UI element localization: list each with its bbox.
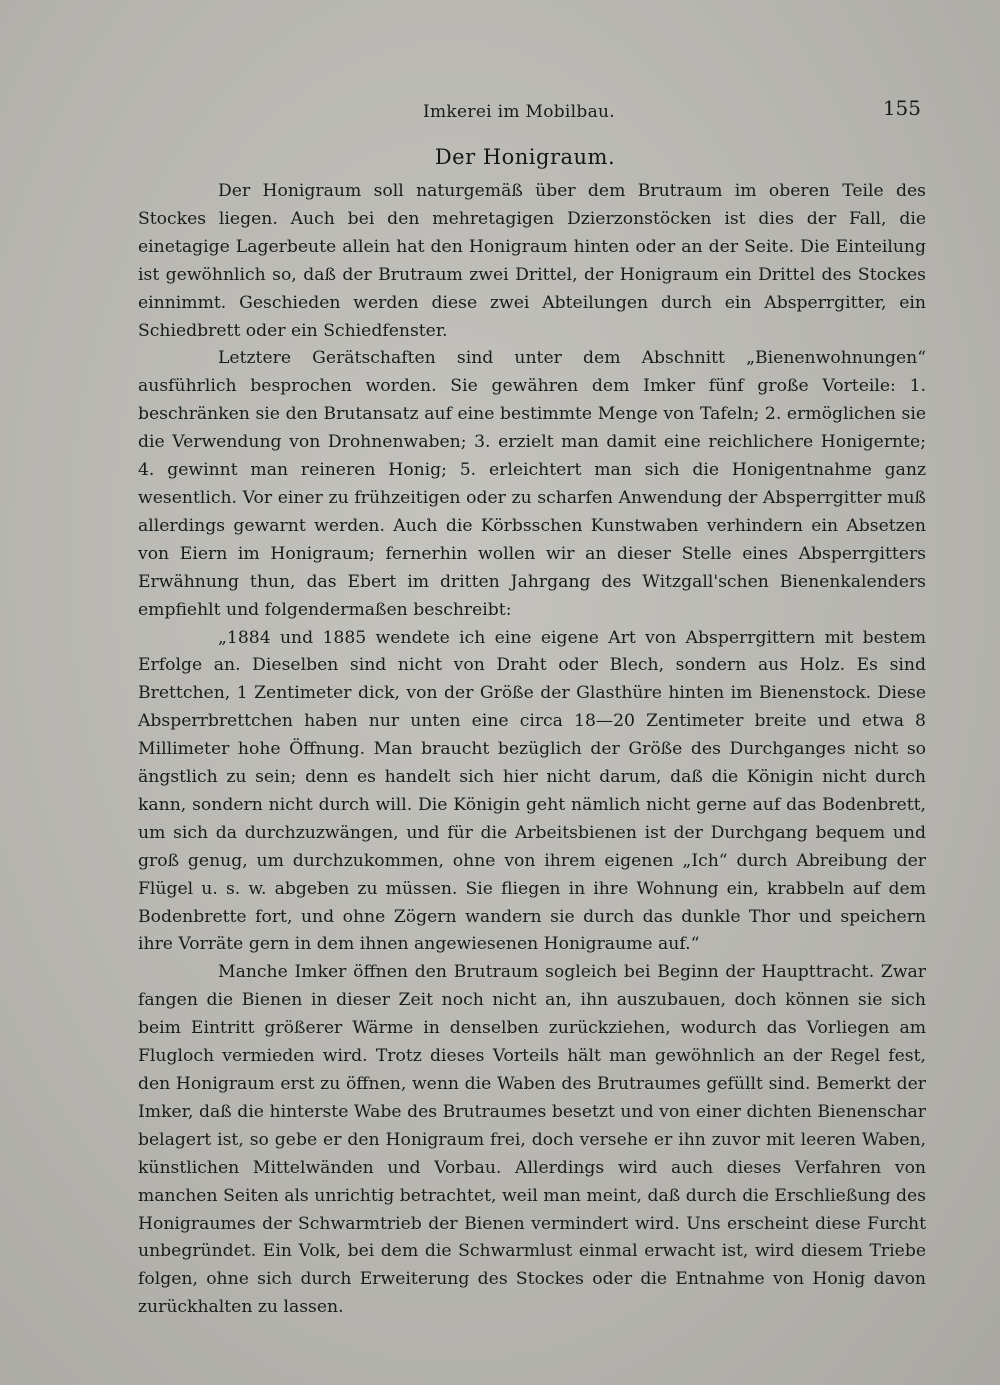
running-title: Imkerei im Mobilbau. <box>423 102 615 122</box>
quoted-paragraph: „1884 und 1885 wendete ich eine eigene Art von Absperrgittern mit bestem Erfolge an. Dieselben sind nicht von Draht oder Blech, sondern aus Holz. Es sind Brettchen, 1 Zentimeter dick, von der Größe der Glasthüre hinten im Bienenstock. Diese Absperrbrettchen haben nur unten eine circa 18—20 Zentimeter breite und etwa 8 Millimeter hohe Öffnung. Man braucht bezüglich der Größe des Durchganges nicht so ängstlich zu sein; denn es handelt sich hier nicht darum, daß die Königin nicht durch kann, sondern nicht durch will. Die Königin geht nämlich nicht gerne auf das Bodenbrett, um sich da durchzuzwängen, und für die Arbeitsbienen ist der Durchgang bequem und groß genug, um durchzukommen, ohne von ihrem eigenen „Ich“ durch Abreibung der Flügel u. s. w. abgeben zu müssen. Sie fliegen in ihre Wohnung ein, krabbeln auf dem Bodenbrette fort, und ohne Zögern wandern sie durch das dunkle Thor und speichern ihre Vorräte gern in dem ihnen angewiesenen Honigraume auf.“ <box>138 627 926 955</box>
page-number: 155 <box>882 96 921 120</box>
body-text <box>138 178 926 1322</box>
page-header <box>138 96 923 126</box>
paragraph: Manche Imker öffnen den Brutraum sogleich bei Beginn der Haupttracht. Zwar fangen die Bienen in dieser Zeit noch nicht an, ihn auszubauen, doch können sie sich beim Eintritt größerer Wärme in denselben zurückziehen, wodurch das Vorliegen am Flugloch vermieden wird. Trotz dieses Vorteils hält man gewöhnlich an der Regel fest, den Honigraum erst zu öffnen, wenn die Waben des Brutraumes gefüllt sind. Bemerkt der Imker, daß die hinterste Wabe des Brutraumes besetzt und von einer dichten Bienenschar belagert ist, so gebe er den Honigraum frei, doch versehe er ihn zuvor mit leeren Waben, künstlichen Mittelwänden und Vorbau. Allerdings wird auch dieses Verfahren von manchen Seiten als unrichtig betrachtet, weil man meint, daß durch die Erschließung des Honigraumes der Schwarmtrieb der Bienen vermindert wird. Uns erscheint diese Furcht unbegründet. Ein Volk, bei dem die Schwarmlust einmal erwacht ist, wird diesem Triebe folgen, ohne sich durch Erweiterung des Stockes oder die Entnahme von Honig davon zurückhalten zu lassen. <box>138 962 926 1318</box>
section-heading: Der Honigraum. <box>434 145 616 169</box>
paragraph: Letztere Gerätschaften sind unter dem Abschnitt „Bienenwohnungen“ ausführlich besprochen worden. Sie gewähren dem Imker fünf große Vorteile: 1. beschränken sie den Brutansatz auf eine bestimmte Menge von Tafeln; 2. ermöglichen sie die Verwendung von Drohnenwaben; 3. erzielt man damit eine reichlichere Honigernte; 4. gewinnt man reineren Honig; 5. erleichtert man sich die Honigentnahme ganz wesentlich. Vor einer zu frühzeitigen oder zu scharfen Anwendung der Absperrgitter muß allerdings gewarnt werden. Auch die Körbsschen Kunstwaben verhindern ein Absetzen von Eiern im Honigraum; fernerhin wollen wir an dieser Stelle eines Absperrgitters Erwähnung thun, das Ebert im dritten Jahrgang des Witzgall'schen Bienenkalenders empfiehlt und folgendermaßen beschreibt: <box>138 348 926 620</box>
paragraph: Der Honigraum soll naturgemäß über dem Brutraum im oberen Teile des Stockes liegen. Auch bei den mehretagigen Dzierzonstöcken ist dies der Fall, die einetagige Lagerbeute allein hat den Honigraum hinten oder an der Seite. Die Einteilung ist gewöhnlich so, daß der Brutraum zwei Drittel, der Honigraum ein Drittel des Stockes einnimmt. Geschieden werden diese zwei Abteilungen durch ein Absperrgitter, ein Schiedbrett oder ein Schiedfenster. <box>138 181 926 341</box>
